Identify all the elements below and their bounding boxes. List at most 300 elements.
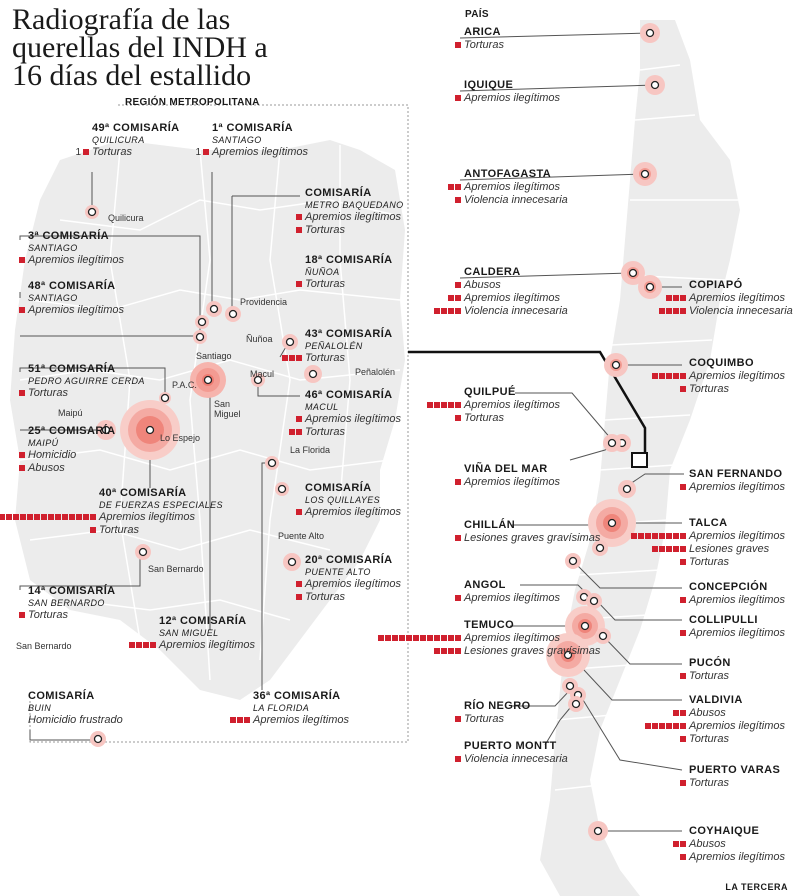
complaint-type: Apremios ilegítimos bbox=[212, 146, 308, 158]
complaint-count-squares bbox=[680, 673, 686, 679]
count-square bbox=[680, 780, 686, 786]
station-name: PUCÓN bbox=[689, 657, 731, 669]
count-square bbox=[62, 514, 68, 520]
station-name: 25ª COMISARÍA bbox=[28, 425, 116, 437]
count-square bbox=[441, 635, 447, 641]
pais-label bbox=[689, 517, 785, 569]
station-commune: PUENTE ALTO bbox=[305, 567, 371, 577]
complaint-type: Torturas bbox=[99, 524, 139, 536]
count-square bbox=[19, 390, 25, 396]
count-square bbox=[448, 308, 454, 314]
count-square bbox=[673, 295, 679, 301]
count-square bbox=[680, 533, 686, 539]
complaint-row bbox=[464, 632, 600, 645]
marker-quilicura bbox=[85, 205, 99, 219]
marker-lo-espejo bbox=[120, 400, 180, 460]
count-square bbox=[434, 402, 440, 408]
complaint-count-squares bbox=[434, 648, 461, 654]
station-name: PUERTO VARAS bbox=[689, 764, 781, 776]
count-square bbox=[420, 635, 426, 641]
complaint-count-squares bbox=[680, 386, 686, 392]
title-line: querellas del INDH a bbox=[12, 31, 268, 64]
complaint-count-squares bbox=[455, 197, 461, 203]
count-square bbox=[680, 597, 686, 603]
rm-label bbox=[195, 122, 308, 159]
complaint-row bbox=[305, 578, 401, 591]
marker-metro-baquedano bbox=[225, 306, 241, 322]
station-name: 40ª COMISARÍA bbox=[99, 487, 187, 499]
complaint-count-squares bbox=[652, 373, 686, 379]
count-square bbox=[455, 95, 461, 101]
complaint-count-squares bbox=[448, 295, 461, 301]
count-square bbox=[392, 635, 398, 641]
complaint-row bbox=[464, 713, 531, 726]
pais-label bbox=[689, 694, 785, 746]
count-square bbox=[455, 716, 461, 722]
place-label: Quilicura bbox=[108, 213, 144, 223]
complaint-row bbox=[253, 714, 349, 727]
complaint-count-squares bbox=[680, 780, 686, 786]
complaint-type: Apremios ilegítimos bbox=[689, 292, 785, 304]
count-square bbox=[427, 402, 433, 408]
complaint-count-squares bbox=[455, 415, 461, 421]
count-square bbox=[406, 635, 412, 641]
count-square bbox=[455, 282, 461, 288]
count-square bbox=[448, 635, 454, 641]
complaint-row bbox=[28, 449, 116, 462]
complaint-count-squares bbox=[455, 95, 461, 101]
count-square bbox=[680, 710, 686, 716]
count-square bbox=[455, 648, 461, 654]
complaint-row bbox=[464, 194, 568, 207]
complaint-type: Apremios ilegítimos bbox=[464, 181, 560, 193]
rm-label bbox=[28, 585, 116, 622]
count-square bbox=[666, 546, 672, 552]
station-commune: BUIN bbox=[28, 703, 52, 713]
count-square bbox=[296, 214, 302, 220]
station-commune: SANTIAGO bbox=[28, 293, 78, 303]
complaint-row bbox=[689, 305, 793, 318]
complaint-row bbox=[464, 292, 568, 305]
rm-label bbox=[305, 187, 404, 237]
station-commune: QUILICURA bbox=[92, 135, 145, 145]
count-square bbox=[0, 514, 5, 520]
complaint-type: Torturas bbox=[464, 412, 504, 424]
marker-puente-alto bbox=[283, 553, 301, 571]
count-square bbox=[427, 635, 433, 641]
count-square bbox=[448, 402, 454, 408]
count-square bbox=[455, 595, 461, 601]
pais-label bbox=[464, 26, 504, 52]
station-commune: LA FLORIDA bbox=[253, 703, 310, 713]
complaint-row bbox=[159, 639, 255, 652]
place-label: P.A.C. bbox=[172, 380, 197, 390]
count-square bbox=[378, 635, 384, 641]
complaint-row bbox=[689, 543, 785, 556]
marker-copiapo bbox=[638, 275, 662, 299]
station-commune: SANTIAGO bbox=[212, 135, 262, 145]
count-square bbox=[680, 386, 686, 392]
complaint-count-squares bbox=[680, 854, 686, 860]
count-square bbox=[448, 648, 454, 654]
count-square bbox=[129, 642, 135, 648]
complaint-type: Apremios ilegítimos bbox=[689, 627, 785, 639]
count-square bbox=[645, 533, 651, 539]
rm-label bbox=[28, 280, 124, 317]
complaint-count-squares bbox=[645, 723, 686, 729]
station-name: QUILPUÉ bbox=[464, 386, 516, 398]
complaint-type: Apremios ilegítimos bbox=[464, 592, 560, 604]
complaint-row bbox=[689, 383, 785, 396]
pais-label bbox=[689, 279, 793, 318]
count-square bbox=[680, 546, 686, 552]
complaint-count-squares bbox=[296, 214, 302, 220]
place-label: San Bernardo bbox=[16, 641, 72, 651]
count-square bbox=[455, 535, 461, 541]
complaint-row bbox=[689, 556, 785, 569]
count-square bbox=[666, 308, 672, 314]
complaint-row bbox=[464, 753, 568, 766]
complaint-type: Violencia innecesaria bbox=[464, 305, 568, 317]
place-label: Puente Alto bbox=[278, 531, 325, 541]
marker-vina-del-mar bbox=[603, 434, 621, 452]
complaint-row bbox=[305, 352, 393, 365]
marker-puerto-montt bbox=[568, 696, 584, 712]
marker-buin bbox=[90, 731, 106, 747]
count-square bbox=[680, 295, 686, 301]
station-name: TEMUCO bbox=[464, 619, 515, 631]
count-square bbox=[659, 533, 665, 539]
station-name: COQUIMBO bbox=[689, 357, 754, 369]
station-name: 18ª COMISARÍA bbox=[305, 254, 393, 266]
count-square bbox=[455, 295, 461, 301]
count-square bbox=[673, 723, 679, 729]
count-square bbox=[680, 673, 686, 679]
complaint-count-squares bbox=[680, 597, 686, 603]
complaint-row bbox=[689, 670, 731, 683]
station-name: 1ª COMISARÍA bbox=[212, 122, 293, 134]
complaint-count-squares bbox=[659, 308, 686, 314]
complaint-count-squares bbox=[666, 295, 686, 301]
place-label: Providencia bbox=[240, 297, 288, 307]
count-square bbox=[673, 308, 679, 314]
marker-san-fernando bbox=[618, 480, 636, 498]
complaint-count-squares bbox=[19, 307, 25, 313]
complaint-type: Torturas bbox=[305, 426, 345, 438]
complaint-row bbox=[464, 92, 560, 105]
station-name: CALDERA bbox=[464, 266, 521, 278]
count-square bbox=[652, 533, 658, 539]
complaint-type: Torturas bbox=[689, 556, 729, 568]
count-square bbox=[296, 509, 302, 515]
station-name: 51ª COMISARÍA bbox=[28, 363, 116, 375]
complaint-type: Lesiones graves bbox=[689, 543, 770, 555]
complaint-row bbox=[305, 211, 404, 224]
complaint-count-squares bbox=[19, 452, 25, 458]
count-square bbox=[150, 642, 156, 648]
station-name: COMISARÍA bbox=[28, 690, 95, 702]
complaint-type: Torturas bbox=[689, 777, 729, 789]
station-name: RÍO NEGRO bbox=[464, 700, 531, 712]
count-square bbox=[680, 559, 686, 565]
marker-concepcion bbox=[565, 553, 581, 569]
count-square bbox=[680, 854, 686, 860]
complaint-count-squares bbox=[455, 535, 461, 541]
complaint-row bbox=[689, 851, 785, 864]
complaint-type: Homicidio bbox=[28, 449, 77, 461]
complaint-count-squares bbox=[455, 716, 461, 722]
complaint-row bbox=[689, 838, 785, 851]
complaint-type: Abusos bbox=[689, 707, 726, 719]
count-square bbox=[296, 429, 302, 435]
complaint-row bbox=[28, 387, 145, 400]
count-square bbox=[659, 546, 665, 552]
count-square bbox=[413, 635, 419, 641]
count-square bbox=[455, 197, 461, 203]
count-square bbox=[19, 612, 25, 618]
count-square bbox=[289, 429, 295, 435]
count-square bbox=[83, 149, 89, 155]
complaint-row bbox=[28, 462, 116, 475]
count-square bbox=[638, 533, 644, 539]
station-name: 46ª COMISARÍA bbox=[305, 389, 393, 401]
complaint-type: Apremios ilegítimos bbox=[689, 370, 785, 382]
count-square bbox=[19, 307, 25, 313]
complaint-type: Apremios ilegítimos bbox=[689, 720, 785, 732]
complaint-count-squares bbox=[19, 612, 25, 618]
pais-label bbox=[689, 657, 731, 683]
complaint-row bbox=[464, 181, 568, 194]
count-square bbox=[27, 514, 33, 520]
station-name: CHILLÁN bbox=[464, 519, 516, 531]
place-label: Santiago bbox=[196, 351, 232, 361]
complaint-count-squares bbox=[680, 484, 686, 490]
count-square bbox=[652, 723, 658, 729]
rm-label bbox=[305, 482, 401, 519]
complaint-count-squares bbox=[296, 581, 302, 587]
complaint-type: Apremios ilegítimos bbox=[305, 506, 401, 518]
count-square bbox=[666, 295, 672, 301]
count-square bbox=[673, 841, 679, 847]
complaint-type: Apremios ilegítimos bbox=[99, 511, 195, 523]
count-square bbox=[282, 355, 288, 361]
count-square bbox=[34, 514, 40, 520]
complaint-type: Torturas bbox=[689, 733, 729, 745]
complaint-count-squares bbox=[75, 147, 89, 158]
complaint-row bbox=[305, 224, 404, 237]
complaint-count-number: 1 bbox=[195, 147, 201, 158]
count-square bbox=[645, 723, 651, 729]
station-commune: MAIPÚ bbox=[28, 438, 59, 448]
complaint-row bbox=[28, 609, 116, 622]
station-name: 36ª COMISARÍA bbox=[253, 690, 341, 702]
count-square bbox=[455, 308, 461, 314]
count-square bbox=[441, 402, 447, 408]
marker-arica bbox=[640, 23, 660, 43]
marker-santiago-1 bbox=[206, 301, 222, 317]
complaint-count-squares bbox=[19, 257, 25, 263]
marker-antofagasta bbox=[633, 162, 657, 186]
count-square bbox=[90, 514, 96, 520]
complaint-row bbox=[99, 511, 223, 524]
place-label: Lo Espejo bbox=[160, 433, 201, 443]
page-title bbox=[12, 3, 412, 92]
count-square bbox=[448, 295, 454, 301]
complaint-type: Torturas bbox=[305, 224, 345, 236]
complaint-type: Apremios ilegítimos bbox=[28, 304, 124, 316]
count-square bbox=[631, 533, 637, 539]
complaint-type: Torturas bbox=[28, 609, 68, 621]
title-line: 16 días del estallido bbox=[12, 59, 252, 92]
count-square bbox=[434, 648, 440, 654]
rm-label bbox=[305, 389, 401, 439]
complaint-type: Torturas bbox=[28, 387, 68, 399]
count-square bbox=[666, 373, 672, 379]
count-square bbox=[83, 514, 89, 520]
station-name: COPIAPÓ bbox=[689, 279, 743, 291]
complaint-row bbox=[305, 426, 401, 439]
complaint-row bbox=[305, 278, 393, 291]
station-name: 20ª COMISARÍA bbox=[305, 554, 393, 566]
complaint-count-squares bbox=[19, 465, 25, 471]
complaint-count-squares bbox=[455, 282, 461, 288]
station-name: 49ª COMISARÍA bbox=[92, 122, 180, 134]
complaint-row bbox=[464, 412, 560, 425]
complaint-row bbox=[689, 292, 793, 305]
complaint-count-squares bbox=[0, 514, 96, 520]
complaint-row bbox=[689, 720, 785, 733]
place-label: La Florida bbox=[290, 445, 331, 455]
complaint-count-squares bbox=[296, 416, 302, 422]
station-name: 14ª COMISARÍA bbox=[28, 585, 116, 597]
station-name: COLLIPULLI bbox=[689, 614, 758, 626]
complaint-type: Torturas bbox=[305, 278, 345, 290]
rm-label bbox=[75, 122, 180, 159]
station-commune: DE FUERZAS ESPECIALES bbox=[99, 500, 223, 510]
count-square bbox=[680, 723, 686, 729]
complaint-row bbox=[464, 399, 560, 412]
complaint-type: Torturas bbox=[689, 383, 729, 395]
count-square bbox=[455, 184, 461, 190]
complaint-row bbox=[689, 707, 785, 720]
count-square bbox=[659, 723, 665, 729]
count-square bbox=[244, 717, 250, 723]
complaint-type: Abusos bbox=[28, 462, 65, 474]
pais-label bbox=[464, 519, 600, 545]
complaint-row bbox=[464, 279, 568, 292]
count-square bbox=[6, 514, 12, 520]
complaint-row bbox=[689, 627, 785, 640]
complaint-row bbox=[689, 594, 785, 607]
complaint-type: Torturas bbox=[305, 591, 345, 603]
complaint-type: Homicidio frustrado bbox=[28, 714, 123, 726]
complaint-type: Apremios ilegítimos bbox=[689, 851, 785, 863]
count-square bbox=[455, 402, 461, 408]
pais-label bbox=[464, 740, 568, 766]
complaint-row bbox=[689, 481, 785, 494]
station-commune: ÑUÑOA bbox=[305, 267, 340, 277]
complaint-row bbox=[305, 506, 401, 519]
source-credit: LA TERCERA bbox=[725, 882, 788, 892]
pais-label bbox=[689, 764, 780, 790]
marker-santiago-48 bbox=[193, 330, 207, 344]
station-name: COMISARÍA bbox=[305, 187, 372, 199]
rm-label bbox=[28, 230, 124, 267]
complaint-row bbox=[689, 777, 780, 790]
complaint-count-squares bbox=[90, 527, 96, 533]
pais-label bbox=[464, 619, 600, 658]
station-name: CONCEPCIÓN bbox=[689, 581, 768, 593]
complaint-count-squares bbox=[455, 756, 461, 762]
complaint-count-squares bbox=[631, 533, 686, 539]
complaint-type: Apremios ilegítimos bbox=[305, 211, 401, 223]
count-square bbox=[448, 184, 454, 190]
complaint-type: Torturas bbox=[92, 146, 132, 158]
complaint-count-squares bbox=[434, 308, 461, 314]
complaint-count-squares bbox=[289, 429, 302, 435]
station-commune: SAN MIGUEL bbox=[159, 628, 219, 638]
complaint-type: Torturas bbox=[464, 39, 504, 51]
station-name: COYHAIQUE bbox=[689, 825, 760, 837]
count-square bbox=[455, 756, 461, 762]
station-name: SAN FERNANDO bbox=[689, 468, 783, 480]
complaint-row bbox=[464, 476, 560, 489]
station-commune: METRO BAQUEDANO bbox=[305, 200, 404, 210]
complaint-type: Apremios ilegítimos bbox=[253, 714, 349, 726]
count-square bbox=[20, 514, 26, 520]
marker-coquimbo bbox=[604, 353, 628, 377]
count-square bbox=[652, 373, 658, 379]
complaint-count-squares bbox=[448, 184, 461, 190]
marker-los-quillayes bbox=[275, 482, 289, 496]
station-commune: SAN BERNARDO bbox=[28, 598, 105, 608]
complaint-count-squares bbox=[680, 559, 686, 565]
rm-label bbox=[28, 690, 123, 727]
station-commune: SANTIAGO bbox=[28, 243, 78, 253]
rm-label bbox=[159, 615, 255, 652]
complaint-count-squares bbox=[296, 281, 302, 287]
complaint-type: Apremios ilegítimos bbox=[464, 292, 560, 304]
complaint-type: Lesiones graves gravísimas bbox=[464, 645, 601, 657]
rm-label bbox=[28, 425, 116, 475]
place-label: Maipú bbox=[58, 408, 83, 418]
pais-header: PAÍS bbox=[465, 9, 489, 20]
pais-label bbox=[464, 579, 560, 605]
santiago-inset-marker bbox=[632, 453, 647, 467]
complaint-type: Abusos bbox=[464, 279, 501, 291]
station-commune: PEÑALOLÉN bbox=[305, 341, 363, 351]
complaint-row bbox=[689, 530, 785, 543]
complaint-count-squares bbox=[455, 479, 461, 485]
complaint-type: Torturas bbox=[689, 670, 729, 682]
complaint-row bbox=[28, 304, 124, 317]
complaint-type: Apremios ilegítimos bbox=[159, 639, 255, 651]
count-square bbox=[136, 642, 142, 648]
count-square bbox=[55, 514, 61, 520]
complaint-row bbox=[689, 370, 785, 383]
station-commune: LOS QUILLAYES bbox=[305, 495, 381, 505]
pais-label bbox=[464, 79, 560, 105]
complaint-count-squares bbox=[296, 509, 302, 515]
marker-la-florida bbox=[265, 456, 279, 470]
complaint-count-squares bbox=[19, 390, 25, 396]
station-name: 43ª COMISARÍA bbox=[305, 328, 393, 340]
station-name: 3ª COMISARÍA bbox=[28, 230, 109, 242]
count-square bbox=[673, 373, 679, 379]
complaint-row bbox=[464, 305, 568, 318]
complaint-row bbox=[464, 645, 600, 658]
count-square bbox=[441, 308, 447, 314]
